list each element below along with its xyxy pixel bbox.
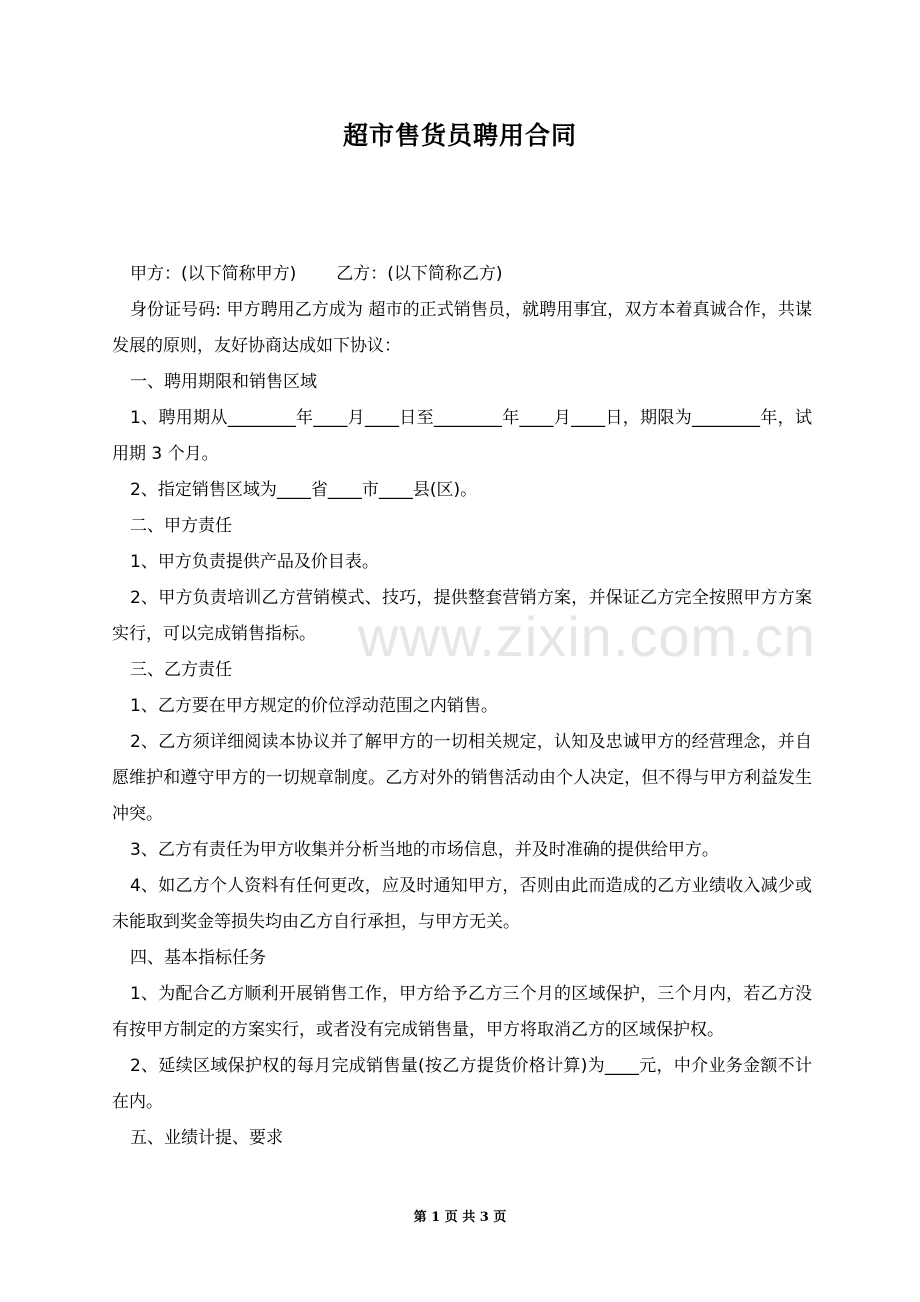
clause-targets-1: 1、为配合乙方顺利开展销售工作，甲方给予乙方三个月的区域保护，三个月内，若乙方没有按甲方制定的方案实行，或者没有完成销售量，甲方将取消乙方的区域保护权。 [112,984,812,1040]
party-line [112,256,812,292]
section-heading-party-a: 二、甲方责任 [130,516,232,536]
section-heading-party-b: 三、乙方责任 [130,660,232,680]
section-heading-targets: 四、基本指标任务 [130,948,266,968]
clause-term-period: 1、聘用期从________年____月____日至________年____月____日，期限为________年，试用期 3 个月。 [112,408,812,464]
section-heading-term: 一、聘用期限和销售区域 [130,372,317,392]
clause-targets-2: 2、延续区域保护权的每月完成销售量(按乙方提货价格计算)为____元，中介业务金额不计在内。 [112,1056,812,1112]
watermark: www.zixin.com.cn [358,605,816,668]
clause-sales-area: 2、指定销售区域为____省____市____县(区)。 [130,480,478,500]
party-a: 甲方：(以下简称甲方) [130,264,297,284]
clause-b-1: 1、乙方要在甲方规定的价位浮动范围之内销售。 [130,696,498,716]
paragraph-intro: 身份证号码: 甲方聘用乙方成为 超市的正式销售员，就聘用事宜，双方本着真诚合作，共谋发展的原则，友好协商达成如下协议： [112,300,812,356]
clause-b-3: 3、乙方有责任为甲方收集并分析当地的市场信息，并及时准确的提供给甲方。 [130,840,719,860]
clause-a-1: 1、甲方负责提供产品及价目表。 [130,552,379,572]
document-title: 超市售货员聘用合同 [342,121,577,150]
clause-b-2: 2、乙方须详细阅读本协议并了解甲方的一切相关规定，认知及忠诚甲方的经营理念，并自愿维护和遵守甲方的一切规章制度。乙方对外的销售活动由个人决定，但不得与甲方利益发生冲突。 [112,732,812,824]
page-footer: 第 1 页 共 3 页 [413,1210,507,1225]
document-body [112,256,812,1156]
party-b: 乙方：(以下简称乙方) [336,264,503,284]
clause-b-4: 4、如乙方个人资料有任何更改，应及时通知甲方，否则由此而造成的乙方业绩收入减少或未能取到奖金等损失均由乙方自行承担，与甲方无关。 [112,876,812,932]
section-heading-performance: 五、业绩计提、要求 [130,1128,283,1148]
clause-a-2: 2、甲方负责培训乙方营销模式、技巧，提供整套营销方案，并保证乙方完全按照甲方方案实行，可以完成销售指标。 [112,588,812,644]
